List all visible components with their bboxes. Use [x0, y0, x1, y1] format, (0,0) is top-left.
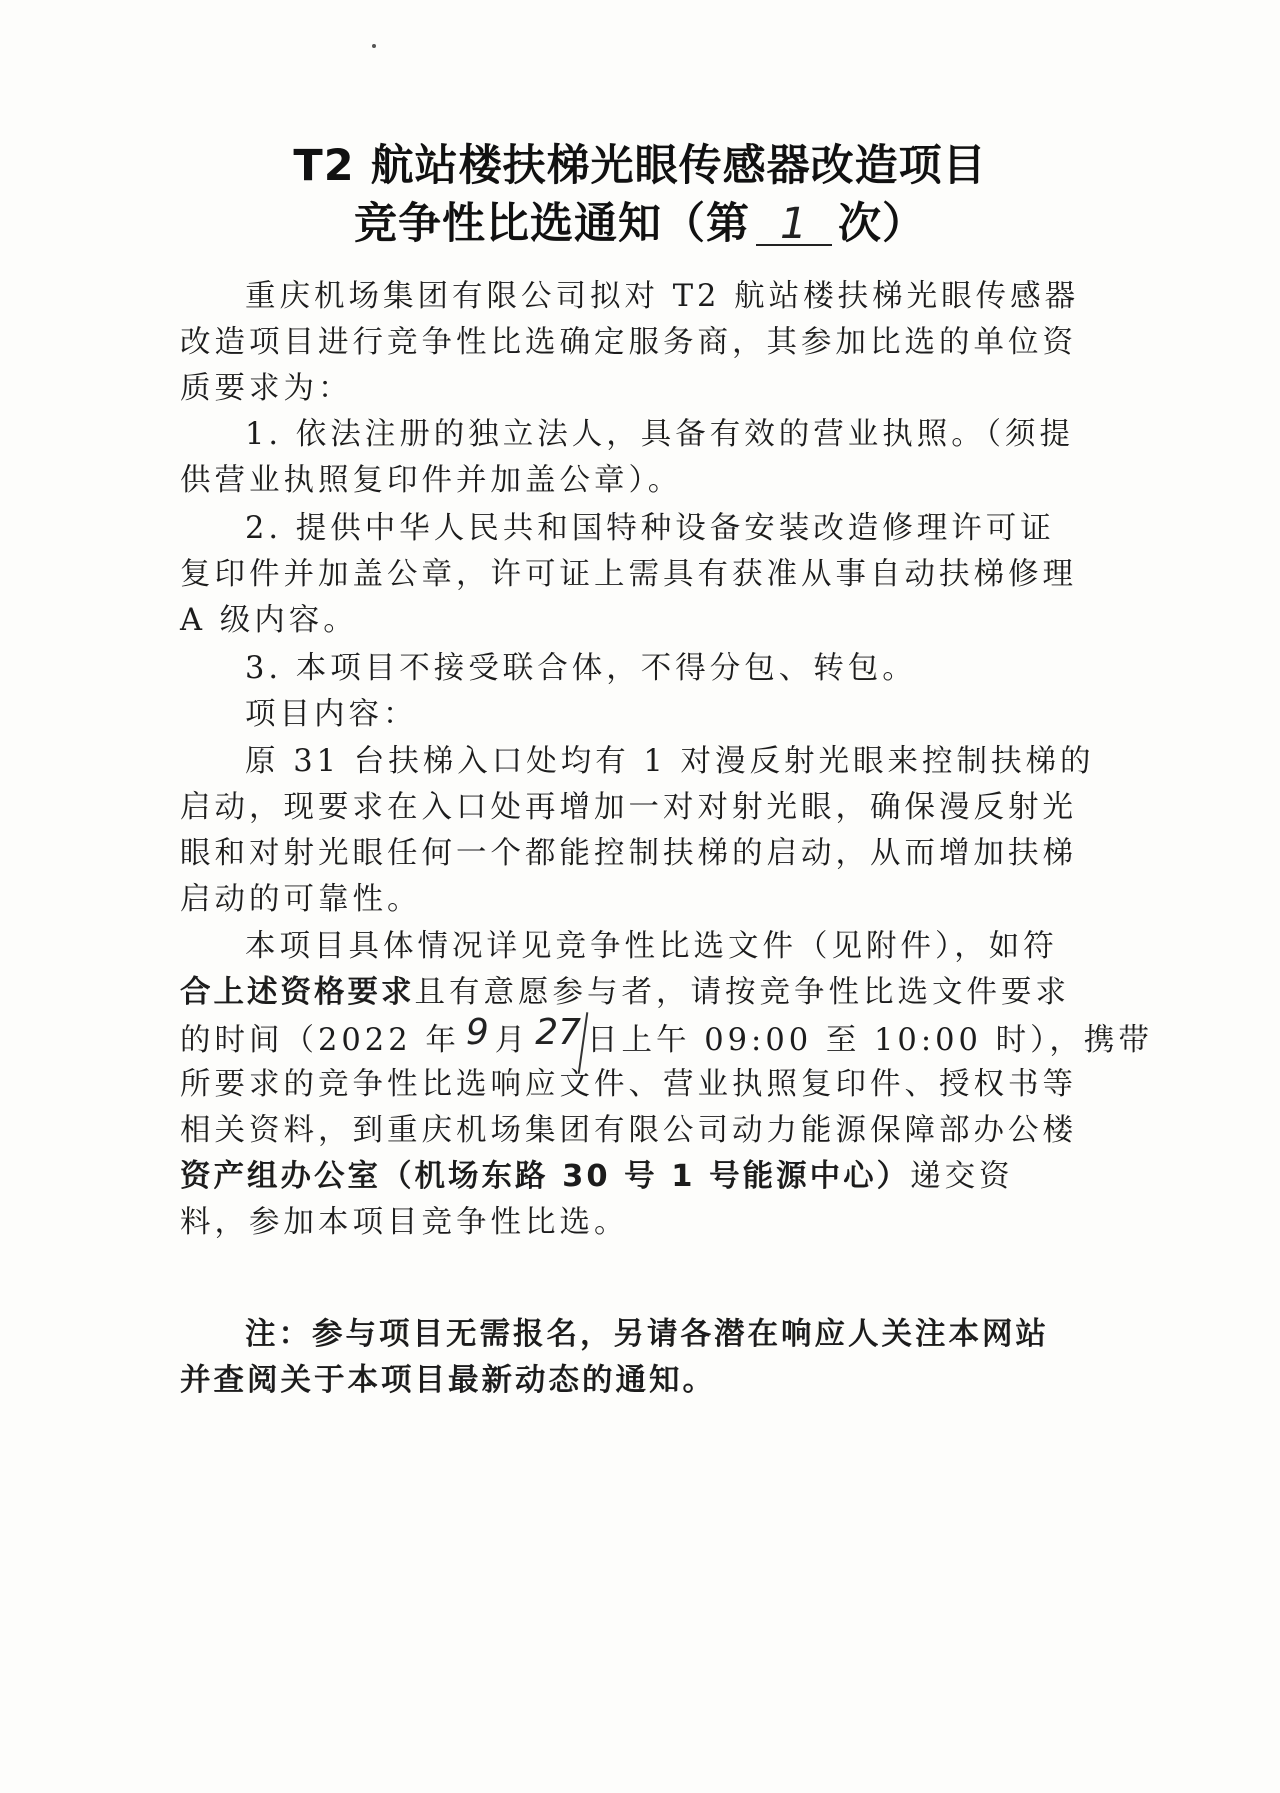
- requirement-2-line-1: 2. 提供中华人民共和国特种设备安装改造修理许可证: [245, 511, 1055, 546]
- document-title-line-1: T2 航站楼扶梯光眼传感器改造项目: [293, 141, 987, 191]
- scan-speck: [372, 44, 376, 48]
- content-line-2: 启动，现要求在入口处再增加一对对射光眼，确保漫反射光: [180, 790, 1077, 825]
- title-suffix: 次）: [838, 199, 926, 249]
- date-suffix: 日上午 09:00 至 10:00 时），携带: [587, 1023, 1153, 1058]
- content-line-3: 眼和对射光眼任何一个都能控制扶梯的启动，从而增加扶梯: [180, 836, 1077, 871]
- date-prefix: 的时间（2022 年: [180, 1023, 460, 1058]
- intro-line-2: 改造项目进行竞争性比选确定服务商，其参加比选的单位资: [180, 325, 1077, 360]
- details-line-2: [180, 973, 1080, 1013]
- content-heading: 项目内容：: [245, 697, 418, 732]
- intro-line-1: 重庆机场集团有限公司拟对 T2 航站楼扶梯光眼传感器: [245, 279, 1080, 314]
- content-line-4: 启动的可靠性。: [180, 882, 422, 917]
- intro-line-3: 质要求为：: [180, 371, 353, 406]
- requirement-1-line-2: 供营业执照复印件并加盖公章）。: [180, 463, 683, 498]
- document-title-line-2: [0, 196, 1280, 252]
- details-line-6-rest: 递交资: [910, 1159, 1014, 1194]
- title-prefix: 竞争性比选通知（第: [354, 199, 750, 249]
- requirement-3-line-1: 3. 本项目不接受联合体，不得分包、转包。: [245, 651, 917, 686]
- month-label: 月: [494, 1023, 530, 1058]
- note-line-1: 注：参与项目无需报名，另请各潜在响应人关注本网站: [245, 1317, 1049, 1352]
- details-line-4: 所要求的竞争性比选响应文件、营业执照复印件、授权书等: [180, 1067, 1077, 1102]
- handwritten-month: 9: [465, 1012, 489, 1053]
- details-line-3: [180, 1012, 1153, 1061]
- round-number-handwritten: 1: [779, 199, 809, 249]
- details-line-1: 本项目具体情况详见竞争性比选文件（见附件），如符: [245, 929, 1058, 964]
- requirement-2-line-2: 复印件并加盖公章，许可证上需具有获准从事自动扶梯修理: [180, 557, 1077, 592]
- handwritten-day: 27: [535, 1012, 582, 1053]
- details-line-2-rest: 且有意愿参与者，请按竞争性比选文件要求: [414, 975, 1070, 1010]
- details-line-5: 相关资料，到重庆机场集团有限公司动力能源保障部办公楼: [180, 1113, 1077, 1148]
- details-line-6: [180, 1157, 1080, 1197]
- round-number-blank: [750, 196, 838, 252]
- details-line-7: 料，参加本项目竞争性比选。: [180, 1205, 629, 1240]
- requirement-1-line-1: 1. 依法注册的独立法人，具备有效的营业执照。（须提: [245, 417, 1075, 452]
- requirement-2-line-3: A 级内容。: [180, 603, 358, 638]
- details-bold-phrase: 合上述资格要求: [180, 975, 415, 1010]
- office-address-bold: 资产组办公室（机场东路 30 号 1 号能源中心）: [180, 1159, 911, 1194]
- note-line-2: 并查阅关于本项目最新动态的通知。: [180, 1363, 716, 1398]
- content-line-1: 原 31 台扶梯入口处均有 1 对漫反射光眼来控制扶梯的: [245, 744, 1095, 779]
